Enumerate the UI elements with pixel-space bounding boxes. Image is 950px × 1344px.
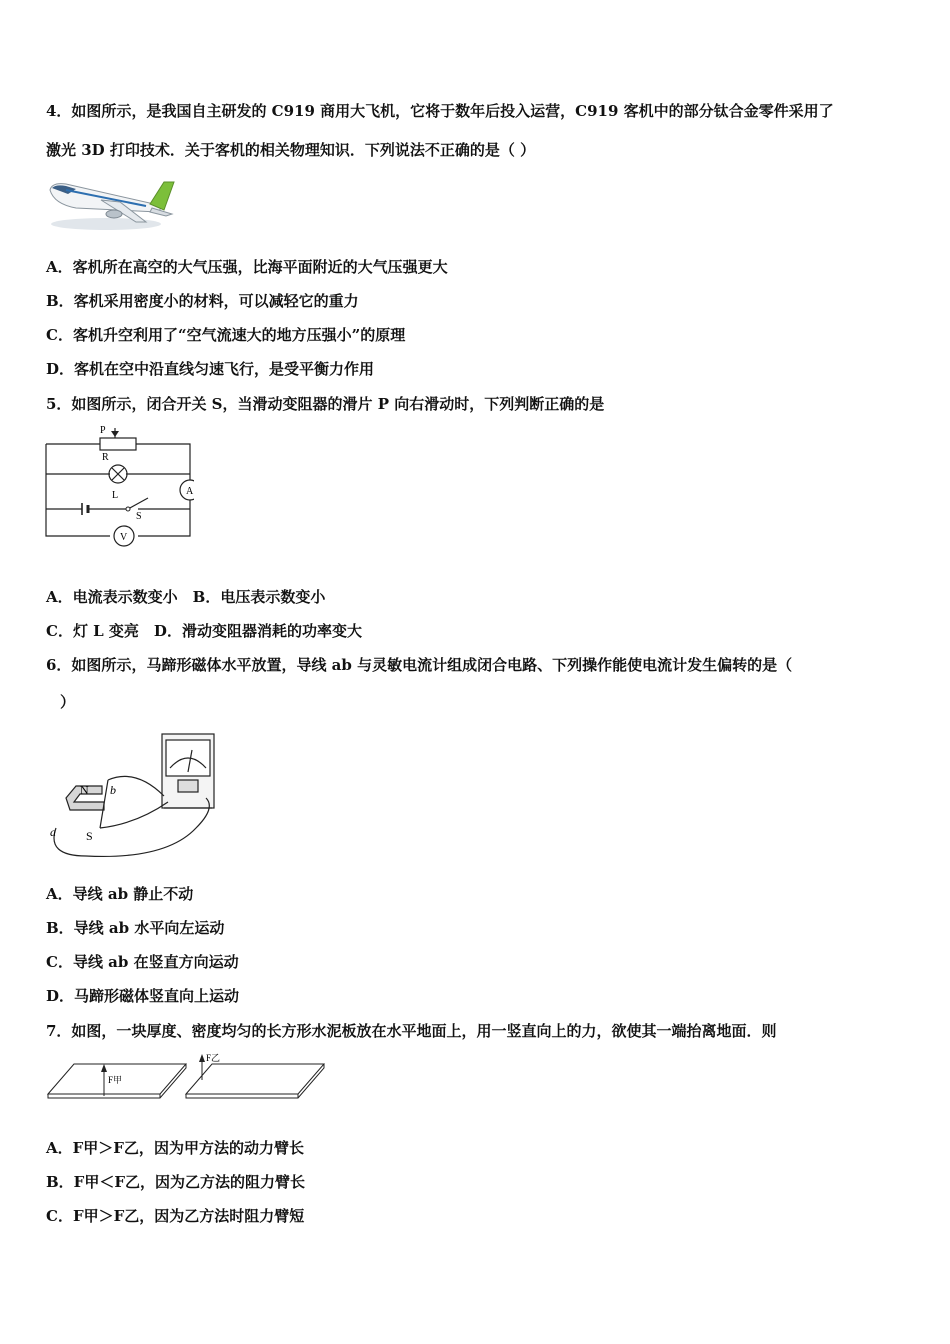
- q4-option-b: B．客机采用密度小的材料，可以减轻它的重力: [46, 292, 359, 310]
- label-r: R: [102, 452, 109, 463]
- q4-option-a: A．客机所在高空的大气压强，比海平面附近的大气压强更大: [46, 258, 448, 276]
- label-a: a: [50, 825, 56, 839]
- label-s-pole: S: [86, 829, 93, 843]
- label-ammeter: A: [186, 486, 194, 497]
- q4-stem-line1: 4．如图所示，是我国自主研发的 C919 商用大飞机，它将于数年后投入运营，C919 客机中的部分钛合金零件采用了: [46, 102, 834, 120]
- q6-option-a: A．导线 ab 静止不动: [46, 885, 194, 903]
- q6-option-d: D．马蹄形磁体竖直向上运动: [46, 987, 240, 1005]
- circuit-diagram: [44, 424, 194, 552]
- q7-option-a: A．F甲＞F乙，因为甲方法的动力臂长: [46, 1139, 304, 1157]
- label-n: N: [80, 783, 89, 797]
- q5-stem: 5．如图所示，闭合开关 S，当滑动变阻器的滑片 P 向右滑动时，下列判断正确的是: [46, 395, 605, 413]
- label-p: P: [100, 425, 106, 436]
- label-b: b: [110, 783, 116, 797]
- slab-lever-figure: [46, 1050, 328, 1106]
- label-l: L: [112, 490, 119, 501]
- q7-option-b: B．F甲＜F乙，因为乙方法的阻力臂长: [46, 1173, 305, 1191]
- q6-stem-line1: 6．如图所示，马蹄形磁体水平放置，导线 ab 与灵敏电流计组成闭合电路、下列操作能使电流计发生偏转的是（: [46, 656, 793, 674]
- q6-stem-line2: ）: [60, 693, 76, 711]
- q4-option-c: C．客机升空利用了“空气流速大的地方压强小”的原理: [46, 326, 406, 344]
- label-f-jia: F甲: [108, 1075, 123, 1085]
- label-voltmeter: V: [120, 532, 128, 543]
- label-s: S: [136, 511, 142, 522]
- q4-option-d: D．客机在空中沿直线匀速飞行，是受平衡力作用: [46, 360, 375, 378]
- magnet-galvanometer-figure: [46, 728, 224, 858]
- q5-options-line1: A．电流表示数变小 B．电压表示数变小: [46, 588, 326, 606]
- airplane-figure: [46, 180, 181, 236]
- q7-option-c: C．F甲＞F乙，因为乙方法时阻力臂短: [46, 1207, 305, 1225]
- label-f-yi: F乙: [206, 1053, 221, 1063]
- q4-stem-line2: 激光 3D 打印技术．关于客机的相关物理知识．下列说法不正确的是（ ）: [46, 141, 536, 159]
- q7-stem: 7．如图，一块厚度、密度均匀的长方形水泥板放在水平地面上，用一竖直向上的力，欲使其一端抬离地面．则: [46, 1022, 777, 1040]
- q6-option-c: C．导线 ab 在竖直方向运动: [46, 953, 239, 971]
- q6-option-b: B．导线 ab 水平向左运动: [46, 919, 225, 937]
- q5-options-line2: C．灯 L 变亮 D．滑动变阻器消耗的功率变大: [46, 622, 362, 640]
